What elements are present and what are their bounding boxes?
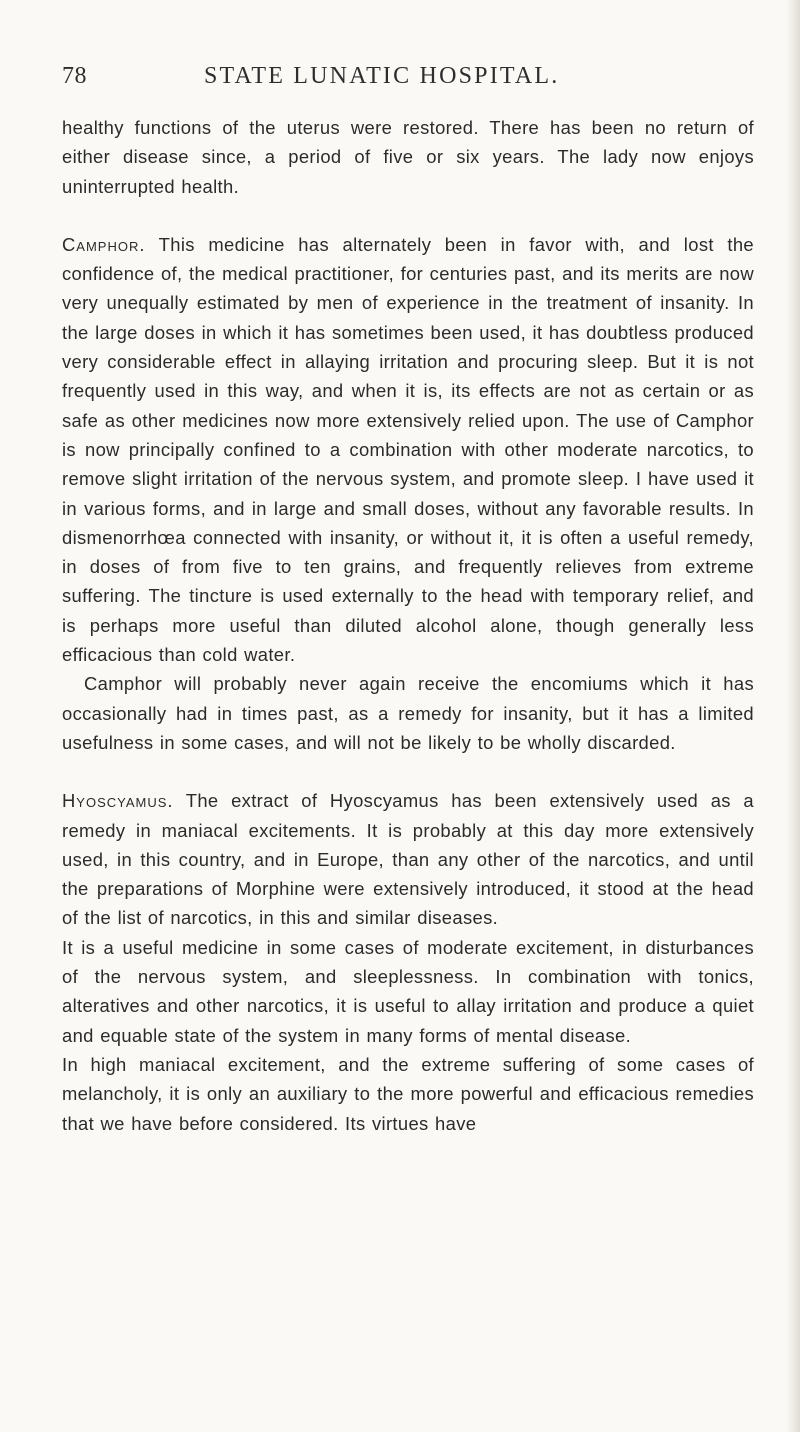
page-number: 78 (62, 63, 87, 89)
paragraph-text: This medicine has alternately been in favor with, and lost the confidence of, the medical practitioner, for centuries past, and its merits are now very unequally estimated by men of experience in the treatment of insanity. In the large doses in which it has sometimes been used, it has doubtless produced very considerable effect in allaying irritation and procuring sleep. But it is not frequently used in this way, and when it is, its effects are not as certain or as safe as other medicines now more extensively relied upon. The use of Camphor is now principally confined to a combination with other moderate narcotics, to remove slight irritation of the nervous system, and promote sleep. I have used it in various forms, and in large and small doses, without any favorable results. In dismenorrhœa connected with insanity, or without it, it is often a useful remedy, in doses of from five to ten grains, and frequently relieves from extreme suffering. The tincture is used externally to the head with temporary relief, and is perhaps more useful than diluted alcohol alone, though generally less efficacious than cold water. (62, 233, 754, 666)
section-heading-hyoscyamus: Hyoscyamus. (62, 790, 174, 812)
paragraph-camphor-outlook (62, 669, 754, 757)
paragraph-text: healthy functions of the uterus were restored. There has been no return of either disease since, a period of five or six years. The lady now enjoys uninterrupted health. (62, 117, 754, 197)
page-edge-shadow (786, 0, 800, 1432)
paragraph-text: The extract of Hyoscyamus has been extensively used as a remedy in maniacal excitements. It is probably at this day more extensively used, in this country, and in Europe, than any other of the narcotics, and until the preparations of Morphine were extensively introduced, it stood at the head of the list of narcotics, in this and similar diseases. (62, 790, 754, 929)
running-head: STATE LUNATIC HOSPITAL. (204, 63, 560, 89)
paragraph-hyoscyamus (62, 786, 754, 932)
paragraph-text: In high maniacal excitement, and the extreme suffering of some cases of melancholy, it is only an auxiliary to the more powerful and efficacious remedies that we have before considered. Its virtues have (62, 1053, 754, 1134)
paragraph-hyoscyamus-uses (62, 933, 754, 1050)
page-header (62, 63, 752, 93)
paragraph-text: It is a useful medicine in some cases of moderate excitement, in disturbances of the nervous system, and sleeplessness. In combination with tonics, alteratives and other narcotics, it is useful to allay irritation and produce a quiet and equable state of the system in many forms of mental disease. (62, 936, 754, 1046)
paragraph-text: Camphor will probably never again receive the encomiums which it has occasionally had in times past, as a remedy for insanity, but it has a limited usefulness in some cases, and will not be likely to be wholly discarded. (62, 673, 754, 753)
section-heading-camphor: Camphor. (62, 233, 146, 255)
paragraph-hyoscyamus-limits (62, 1050, 754, 1138)
paragraph-uterus-conclusion (62, 113, 754, 201)
paragraph-camphor (62, 230, 754, 669)
body-text (62, 113, 754, 1138)
